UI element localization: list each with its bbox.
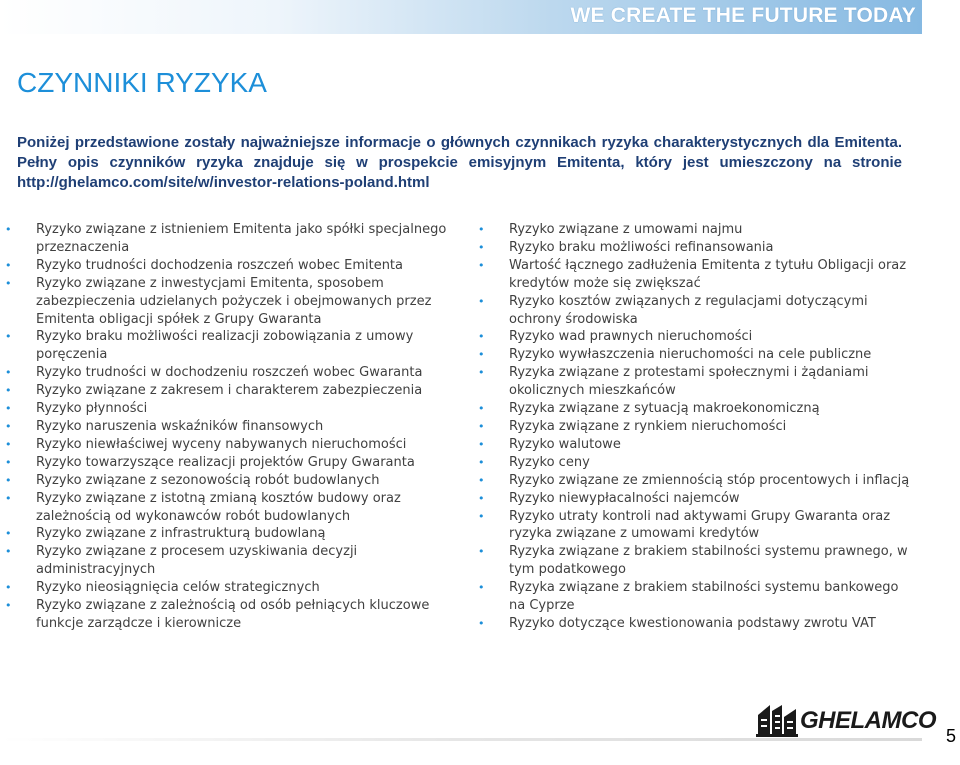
bullet-icon: • (5, 419, 12, 433)
bullet-icon: • (5, 599, 12, 613)
risk-text: Ryzyko dotyczące kwestionowania podstawy zwrotu VAT (509, 615, 876, 631)
bullet-icon: • (478, 240, 485, 254)
risk-item (478, 508, 918, 544)
risk-item (478, 364, 918, 400)
risk-text: Ryzyko naruszenia wskaźników finansowych (36, 418, 324, 434)
bullet-icon: • (5, 366, 12, 380)
risk-text: Ryzyko związane z zakresem i charakterem zabezpieczenia (36, 383, 423, 399)
risk-item (5, 275, 457, 329)
ghelamco-logo (756, 703, 936, 739)
bullet-icon: • (478, 545, 485, 559)
risk-item (5, 490, 457, 526)
bullet-icon: • (5, 527, 12, 541)
top-banner (0, 0, 922, 34)
risk-item (478, 293, 918, 329)
risk-text: Ryzyko związane z zależnością od osób pełniących kluczowe funkcje zarządcze i kierownicze (36, 598, 430, 631)
risk-item (5, 382, 457, 400)
risk-item (5, 221, 457, 257)
risk-item (478, 418, 918, 436)
risk-text: Ryzyko związane z sezonowością robót budowlanych (36, 472, 380, 488)
risk-text: Ryzyko związane ze zmiennością stóp procentowych i inflacją (509, 472, 910, 488)
bullet-icon: • (478, 258, 485, 272)
risk-text: Ryzyko ceny (509, 454, 590, 470)
risk-text: Ryzyko związane z istnieniem Emitenta jako spółki specjalnego przeznaczenia (36, 222, 447, 255)
risk-item (5, 257, 457, 275)
tagline: WE CREATE THE FUTURE TODAY (570, 4, 916, 27)
bullet-icon: • (478, 437, 485, 451)
risk-item (478, 436, 918, 454)
bullet-icon: • (5, 276, 12, 290)
bullet-icon: • (478, 616, 485, 630)
risk-text: Ryzyka związane z protestami społecznymi i żądaniami okolicznych mieszkańców (509, 365, 869, 399)
page-title: CZYNNIKI RYZYKA (17, 67, 267, 98)
risk-item (5, 436, 457, 454)
risk-text: Ryzyko wywłaszczenia nieruchomości na cele publiczne (509, 347, 872, 363)
risk-text: Ryzyko braku możliwości refinansowania (509, 239, 774, 255)
logo-text: GHELAMCO (800, 707, 936, 734)
bullet-icon: • (5, 437, 12, 451)
left-risk-list (5, 221, 457, 633)
risk-text: Ryzyka związane z brakiem stabilności systemu prawnego, w tym podatkowego (509, 544, 908, 578)
bullet-icon: • (478, 366, 485, 380)
risk-text: Ryzyko walutowe (509, 436, 621, 452)
risk-item (478, 400, 918, 418)
bullet-icon: • (5, 402, 12, 416)
bullet-icon: • (478, 223, 485, 236)
risk-text: Ryzyko związane z istotną zmianą kosztów budowy oraz zależnością od wykonawców robót budowlanych (36, 490, 401, 524)
risk-item (5, 400, 457, 418)
risk-item (478, 472, 918, 490)
risk-text: Ryzyka związane z rynkiem nieruchomości (509, 418, 787, 434)
risk-text: Ryzyko niewypłacalności najemców (509, 490, 740, 506)
bullet-icon: • (478, 419, 485, 433)
risk-text: Ryzyko trudności dochodzenia roszczeń wobec Emitenta (36, 257, 403, 273)
risk-item (478, 346, 918, 364)
risk-text: Ryzyko związane z infrastrukturą budowlaną (36, 526, 326, 542)
risk-text: Wartość łącznego zadłużenia Emitenta z tytułu Obligacji oraz kredytów może się zwiększać (509, 257, 907, 291)
bullet-icon: • (5, 473, 12, 487)
risk-text: Ryzyko niewłaściwej wyceny nabywanych nieruchomości (36, 436, 407, 452)
bullet-icon: • (478, 581, 485, 595)
bullet-icon: • (5, 223, 12, 236)
risk-text: Ryzyko wad prawnych nieruchomości (509, 329, 753, 345)
risk-text: Ryzyko związane z inwestycjami Emitenta, sposobem zabezpieczenia udzielanych pożyczek i obejmowanych przez Emitenta obligacji spółek z Grupy Gwaranta (36, 275, 432, 327)
risk-item (5, 543, 457, 579)
risk-item (478, 257, 918, 293)
risk-text: Ryzyka związane z sytuacją makroekonomiczną (509, 401, 820, 417)
bullet-icon: • (478, 402, 485, 416)
risk-item (478, 543, 918, 579)
risk-text: Ryzyko towarzyszące realizacji projektów Grupy Gwaranta (36, 454, 415, 470)
risk-item (478, 615, 918, 633)
intro-paragraph: Poniżej przedstawione zostały najważniejsze informacje o głównych czynnikach ryzyka charakterystycznych dla Emitenta. Pełny opis czynników ryzyka znajduje się w prospekcie emisyjnym Emitenta, który jest umieszczony na stronie http://ghelamco.com/site/w/investor-relations-poland.html (17, 134, 902, 191)
bullet-icon: • (478, 348, 485, 362)
bullet-icon: • (478, 491, 485, 505)
risk-item (5, 328, 457, 364)
page-number: 5 (946, 726, 957, 746)
bullet-icon: • (478, 473, 485, 487)
bullet-icon: • (5, 384, 12, 398)
risk-text: Ryzyko płynności (36, 401, 148, 417)
right-risk-list (478, 221, 918, 633)
risk-text: Ryzyko związane z umowami najmu (509, 222, 743, 237)
risk-text: Ryzyko trudności w dochodzeniu roszczeń wobec Gwaranta (36, 365, 423, 381)
bullet-icon: • (5, 545, 12, 559)
bullet-icon: • (478, 509, 485, 523)
risk-item (5, 525, 457, 543)
risk-item (5, 364, 457, 382)
risk-item (478, 454, 918, 472)
bullet-icon: • (478, 294, 485, 308)
risk-text: Ryzyko nieosiągnięcia celów strategicznych (36, 580, 320, 596)
risk-item (478, 579, 918, 615)
risk-text: Ryzyko braku możliwości realizacji zobowiązania z umowy poręczenia (36, 329, 414, 363)
risk-item (5, 579, 457, 597)
logo-building-icon (756, 703, 798, 737)
bullet-icon: • (478, 455, 485, 469)
bullet-icon: • (5, 581, 12, 595)
bullet-icon: • (5, 491, 12, 505)
risk-item (478, 328, 918, 346)
risk-item (5, 597, 457, 633)
risk-text: Ryzyka związane z brakiem stabilności systemu bankowego na Cyprze (509, 580, 899, 614)
risk-item (478, 490, 918, 508)
bullet-icon: • (5, 258, 12, 272)
risk-item (5, 454, 457, 472)
risk-text: Ryzyko kosztów związanych z regulacjami dotyczącymi ochrony środowiska (509, 293, 868, 327)
risk-item (478, 221, 918, 239)
risk-text: Ryzyko utraty kontroli nad aktywami Grupy Gwaranta oraz ryzyka związane z umowami kredytów (509, 508, 891, 542)
bullet-icon: • (5, 455, 12, 469)
risk-text: Ryzyko związane z procesem uzyskiwania decyzji administracyjnych (36, 544, 358, 578)
risk-item (5, 472, 457, 490)
bullet-icon: • (478, 330, 485, 344)
bullet-icon: • (5, 330, 12, 344)
risk-item (5, 418, 457, 436)
risk-item (478, 239, 918, 257)
